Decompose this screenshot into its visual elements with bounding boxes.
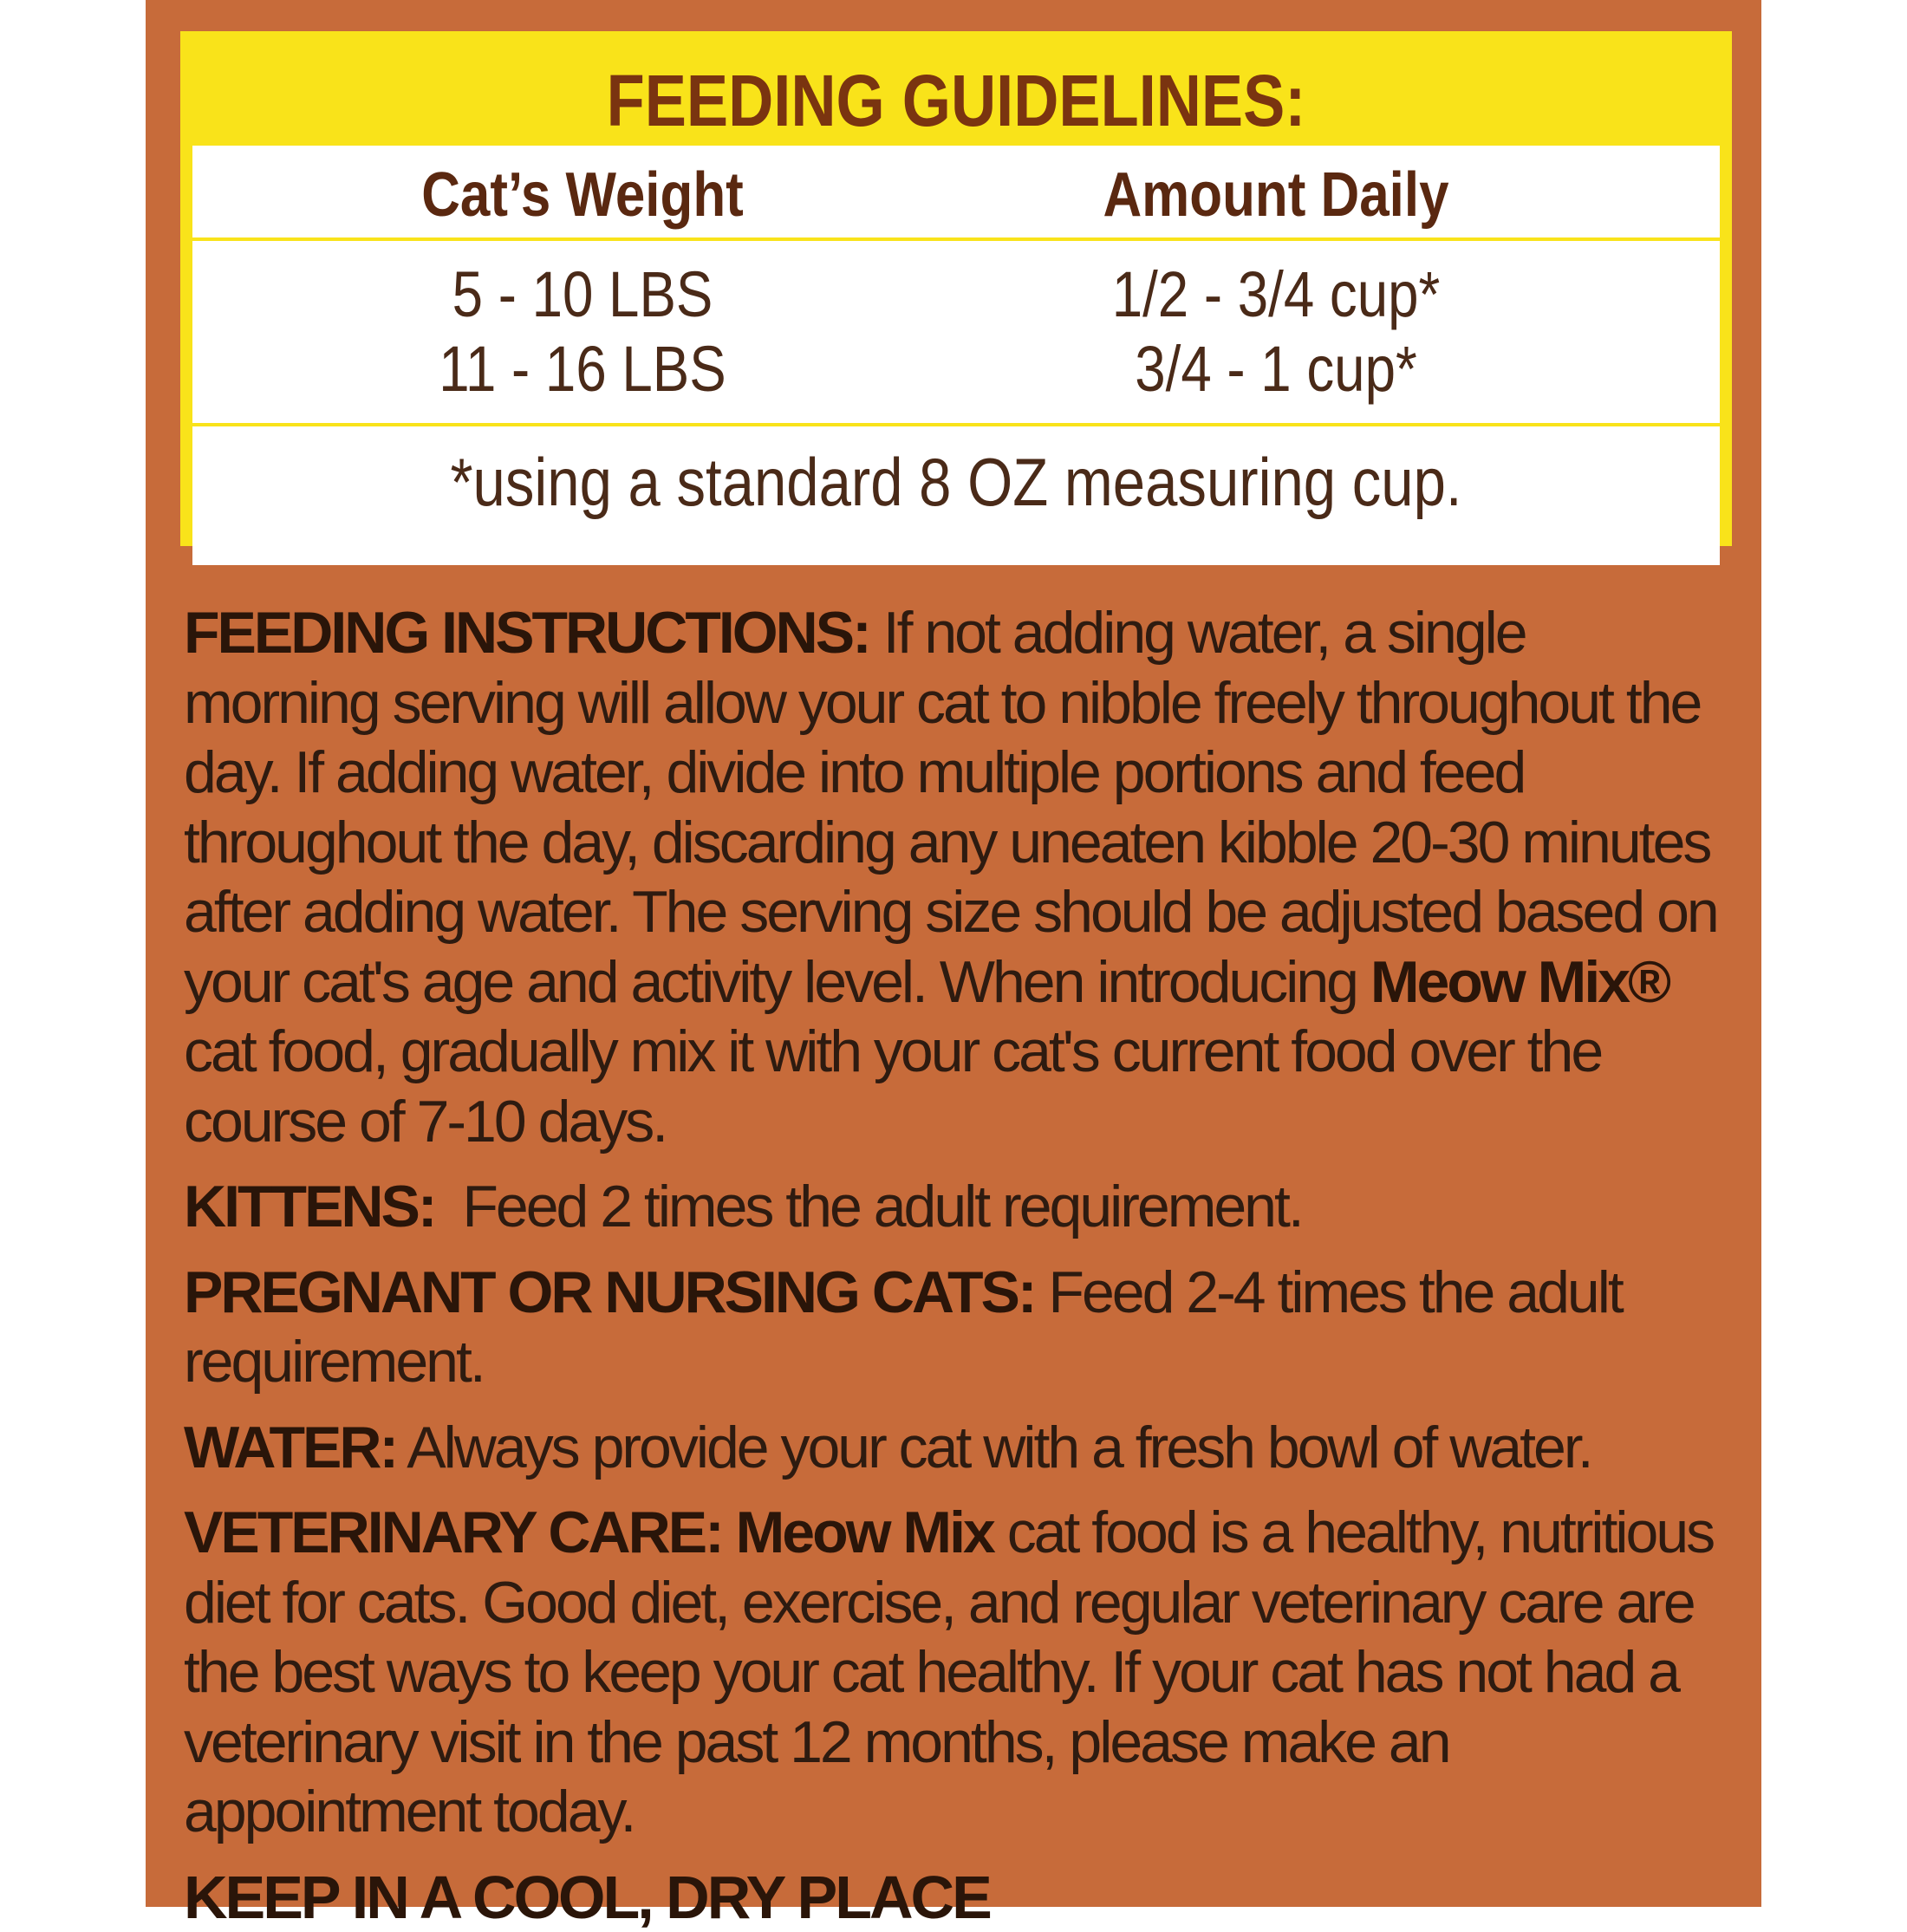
pregnant-label: PREGNANT OR NURSING CATS: [184, 1259, 1035, 1325]
amount-cell: 1/2 - 3/4 cup* [1038, 257, 1514, 333]
guidelines-title: FEEDING GUIDELINES: [289, 57, 1623, 144]
brand-name: Meow Mix [722, 1499, 993, 1565]
kittens-text: Feed 2 times the adult requirement. [435, 1174, 1302, 1239]
storage-instruction: KEEP IN A COOL, DRY PLACE [184, 1863, 1731, 1932]
veterinary-label: VETERINARY CARE: [184, 1499, 722, 1565]
pregnant-paragraph [184, 1258, 1731, 1397]
table-header-row [192, 146, 1720, 241]
water-text: Always provide your cat with a fresh bowl of water. [396, 1415, 1591, 1480]
pregnant-text: Feed 2-4 times the adult requirement. [184, 1259, 1622, 1395]
instructions-body [184, 598, 1731, 1932]
kittens-label: KITTENS: [184, 1174, 435, 1239]
feeding-guidelines-box [180, 31, 1732, 546]
amount-cell: 3/4 - 1 cup* [1038, 331, 1514, 407]
veterinary-text: cat food is a healthy, nutritious diet for cats. Good diet, exercise, and regular veterinary care are the best ways to keep your cat healthy. If your cat has not had a veterinary visit in the past 12 months, please make an appointment today. [184, 1499, 1713, 1844]
feeding-instructions-paragraph [184, 598, 1731, 1156]
label-panel [146, 0, 1761, 1907]
table-footnote-row [192, 426, 1720, 539]
weight-cell: 5 - 10 LBS [344, 257, 821, 333]
feeding-instructions-label: FEEDING INSTRUCTIONS: [184, 600, 869, 666]
feeding-instructions-text-2: cat food, gradually mix it with your cat's current food over the course of 7-10 days. [184, 1018, 1601, 1155]
column-header-amount: Amount Daily [1038, 158, 1514, 232]
veterinary-paragraph [184, 1498, 1731, 1847]
feeding-table [192, 142, 1720, 565]
weight-cell: 11 - 16 LBS [344, 331, 821, 407]
column-header-weight: Cat’s Weight [344, 158, 821, 232]
feeding-instructions-text-1: If not adding water, a single morning serving will allow your cat to nibble freely throughout the day. If adding water, divide into multiple portions and feed throughout the day, discarding any uneaten kibble 20-30 minutes after adding water. The serving size should be adjusted based on your cat's age and activity level. When introducing [184, 600, 1717, 1015]
brand-name: Meow Mix® [1370, 949, 1669, 1015]
water-label: WATER: [184, 1415, 396, 1480]
water-paragraph [184, 1413, 1731, 1483]
measuring-cup-footnote: *using a standard 8 OZ measuring cup. [299, 442, 1612, 522]
kittens-paragraph [184, 1172, 1731, 1242]
table-data-rows [192, 241, 1720, 426]
